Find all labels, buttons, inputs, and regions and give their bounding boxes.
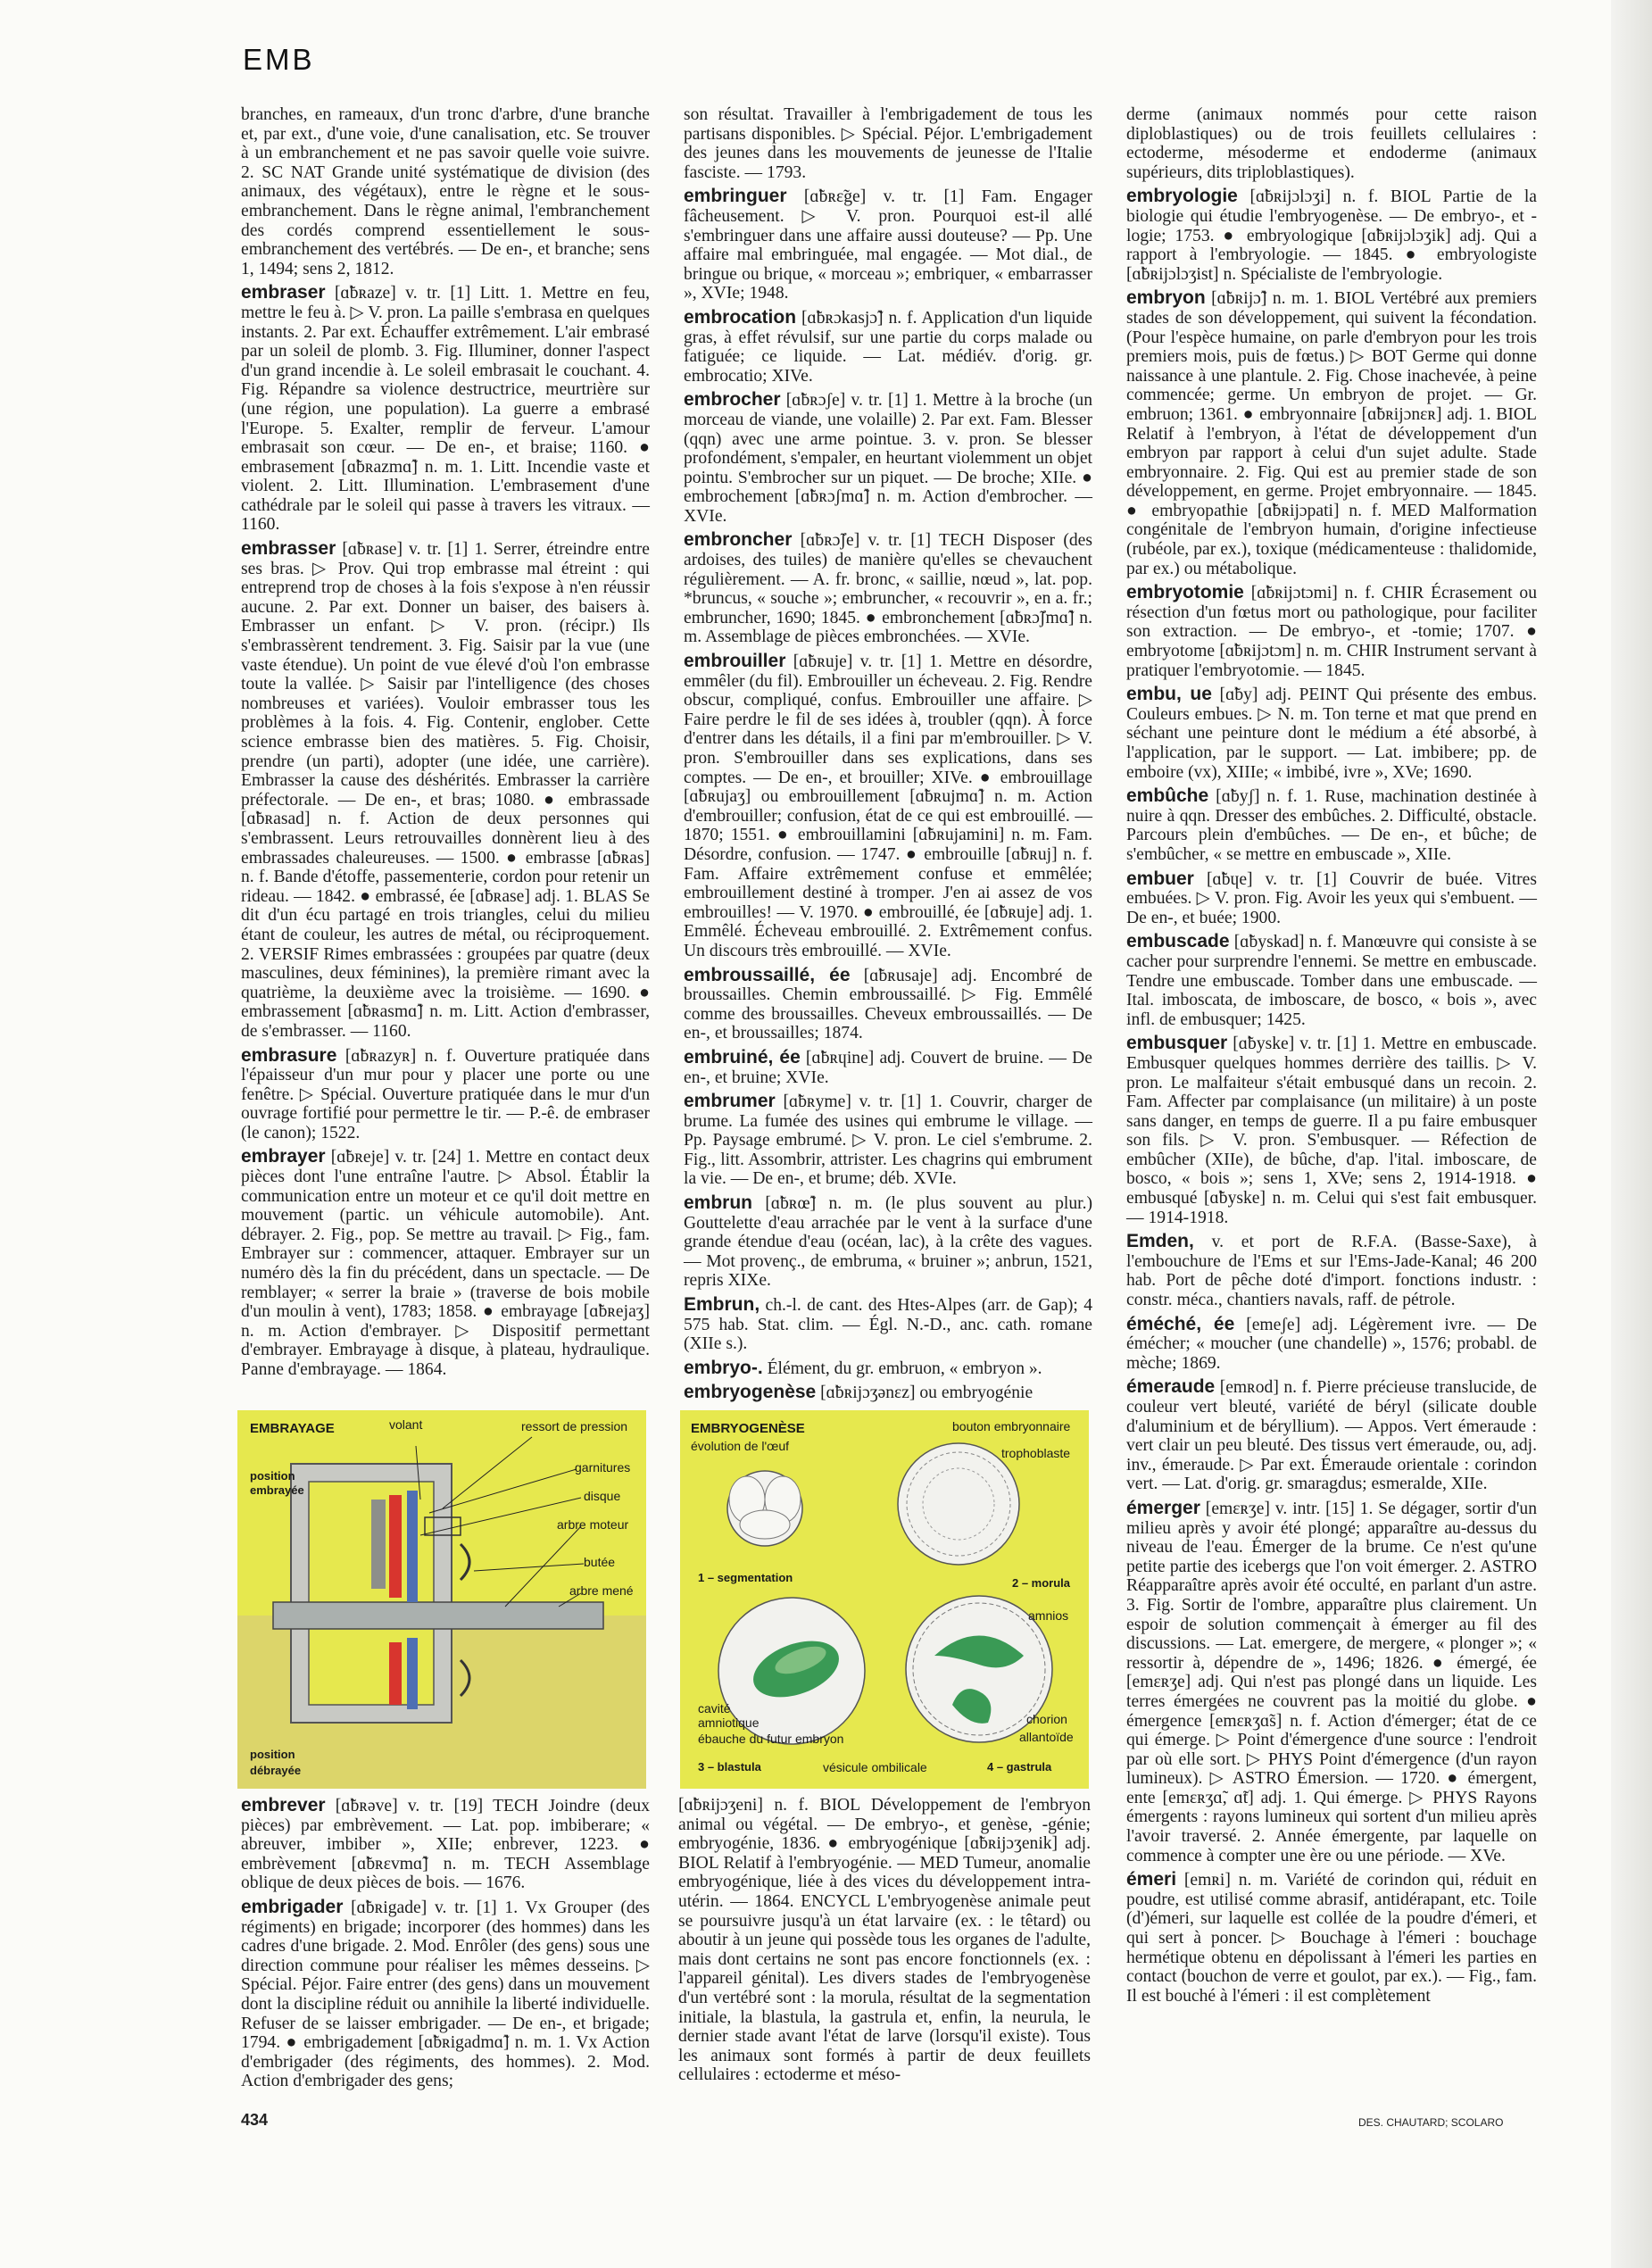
dictionary-entry	[241, 283, 650, 535]
entry-headword: embusquer	[1126, 1033, 1228, 1054]
label-position-embrayee-1: position	[250, 1469, 295, 1483]
label-allantoide: allantoïde	[1019, 1730, 1074, 1744]
label-arbre-mene: arbre mené	[569, 1583, 634, 1598]
dictionary-entry	[1126, 1377, 1537, 1494]
entry-definition: [ɑ̃bʀəve] v. tr. [19] TECH Joindre (deux pièces) par embrèvement. — Lat. pop. imbiberare; « abreuver, imbiber », XIIe; enbrever, 1223. ● embrèvement [ɑ̃bʀɛvmɑ̃] n. m. TECH Assemblage oblique de deux pièces de bois. — 1676.	[241, 1797, 650, 1893]
entry-headword: Emden,	[1126, 1231, 1194, 1252]
entry-headword: émeraude	[1126, 1376, 1216, 1398]
entry-definition: [ɑ̃bʀœ̃] n. m. (le plus souvent au plur.) Gouttelette d'eau arrachée par le vent à la surface d'une grande étendue d'eau (océan, lac), à la crête des vagues. — Mot provenç., de embruma, « bruiner »; anbrun, 1521, repris XIXe.	[684, 1194, 1092, 1291]
dictionary-entry	[241, 1046, 650, 1143]
entry-continuation	[678, 1796, 1091, 2085]
entry-continuation	[684, 105, 1092, 182]
dictionary-entry	[1126, 1315, 1537, 1374]
entry-headword: embuscade	[1126, 931, 1230, 952]
entry-definition: [ɑ̃bʀusaje] adj. Encombré de broussailles. Chemin embroussaillé. ▷ Fig. Emmêlé comme des broussailles. Cheveux embroussaillés. — De en-, et broussailles; 1874.	[684, 966, 1092, 1043]
entry-definition: [ɑ̃bʀijɔʒənɛz] ou embryogénie	[816, 1383, 1034, 1403]
entry-headword: embûche	[1126, 785, 1209, 807]
entry-headword: embringuer	[684, 186, 787, 207]
entry-definition: derme (animaux nommés pour cette raison diploblastiques) ou de trois feuillets cellulaires : ectoderme, mésoderme et endoderme (animaux supérieurs, dits triploblastiques).	[1126, 105, 1537, 182]
entry-headword: embrouiller	[684, 651, 786, 672]
entry-headword: embruiné, ée	[684, 1046, 801, 1068]
label-morula: 2 – morula	[1012, 1576, 1071, 1590]
label-bouton: bouton embryonnaire	[952, 1419, 1071, 1433]
entry-headword: embrumer	[684, 1091, 776, 1112]
label-disque: disque	[584, 1489, 621, 1503]
label-ebauche: ébauche du futur embryon	[698, 1732, 844, 1746]
entry-definition: [ɑ̃byskad] n. f. Manœuvre qui consiste à se cacher pour surprendre l'ennemi. Se mettre en embuscade. Tendre une embuscade. Tomber dans une embuscade. — Ital. imboscata, de imboscare, de bosco, « bois », avec infl. de embusquer; 1425.	[1126, 933, 1537, 1029]
entry-definition: [ɑ̃bʀeje] v. tr. [24] 1. Mettre en contact deux pièces dont l'une entraîne l'autre. ▷ Absol. Établir la communication entre un moteur et ce qu'il doit mettre en mouvement (partic. un véhicule automobile). Ant. débrayer. 2. Fig., pop. Se mettre au travail. ▷ Fig., fam. Embrayer sur : commencer, attaquer. Embrayer sur un numéro dès la fin du précédent, dans un spectacle. — De remblayer; « serrer la braie » (traverse de bois mobile d'un moulin à vent), 1783; 1858. ● embrayage [ɑ̃bʀejaʒ] n. m. Action d'embrayer. ▷ Dispositif permettant d'embrayer. Embrayage à disque, à plateau, hydraulique. Panne d'embrayage. — 1864.	[241, 1148, 650, 1379]
entry-definition: [ɑ̃bʀɛ̃ge] v. tr. [1] Fam. Engager fâcheusement. ▷ V. pron. Pourquoi est-il allé s'embringuer dans une affaire aussi douteuse? — Pp. Une affaire mal embringuée, mal engagée. — Mot dial., de bringue ou brique, « morceau »; embriquer, « embarrasser », XVIe; 1948.	[684, 187, 1092, 303]
entry-headword: émeri	[1126, 1869, 1177, 1890]
dictionary-entry	[1126, 1870, 1537, 2006]
entry-definition: [ɑ̃bʀijɔ̃] n. m. 1. BIOL Vertébré aux premiers stades de son développement, qui suivent la fécondation. (Pour l'espèce humaine, on parle d'embryon pour les trois premiers mois, puis de fœtus.) ▷ BOT Germe qui donne naissance à une plantule. 2. Fig. Chose inachevée, à peine commencée; germe. Un embryon de projet. — Gr. embruon; 1361. ● embryonnaire [ɑ̃bʀijɔnɛʀ] adj. 1. BIOL Relatif à l'embryon, à l'état de développement d'un embryon par rapport à celui d'un sujet adulte. Stade embryonnaire. 2. Fig. Qui est au premier stade de son développement, en germe. Projet embryonnaire. — 1845. ● embryopathie [ɑ̃bʀijɔpati] n. f. MED Malformation congénitale de l'embryon humain, d'origine infectieuse (rubéole, par ex.), toxique (médicamenteuse : thalidomide, par ex.) ou métabolique.	[1126, 289, 1537, 578]
page-edge	[1611, 0, 1652, 2268]
morula-egg	[898, 1443, 1019, 1565]
entry-definition: [ɑ̃bʀigade] v. tr. [1] 1. Vx Grouper (des régiments) en brigade; incorporer (des hommes) dans les cadres d'une brigade. 2. Mod. Enrôler (des gens) sous une direction commune pour réaliser les mêmes desseins. ▷ Spécial. Péjor. Faire entrer (des gens) dans un mouvement dont la discipline réduit ou annihile la liberté individuelle. Refuser de se laisser embrigader. — De en-, et brigade; 1794. ● embrigadement [ɑ̃bʀigadmɑ̃] n. m. 1. Vx Action d'embrigader (des régiments, des hommes). 2. Mod. Action d'embrigader des gens;	[241, 1898, 650, 2091]
entry-definition: [ɑ̃bɥe] v. tr. [1] Couvrir de buée. Vitres embuées. ▷ V. pron. Fig. Avoir les yeux qui s'embuent. — De en-, et buée; 1900.	[1126, 869, 1537, 927]
entry-definition: [ɑ̃byʃ] n. f. 1. Ruse, machination destinée à nuire à qqn. Dresser des embûches. 2. Difficulté, obstacle. Parcours plein d'embûches. — De en-, et bûche; de s'embûcher, « se mettre en embuscade », XIIe.	[1126, 787, 1537, 864]
entry-definition: [ɑ̃bʀɔkasjɔ̃] n. f. Application d'un liquide gras, à effet révulsif, sur une partie du corps malade ou fatiguée; ce liquide. — Lat. médiév. d'orig. gr. embrocatio; XIVe.	[684, 308, 1092, 386]
dictionary-entry	[1126, 1499, 1537, 1865]
label-cavite-1: cavité	[698, 1701, 731, 1716]
label-cavite-2: amniotique	[698, 1716, 760, 1730]
dictionary-entry	[1126, 583, 1537, 680]
entry-headword: embu, ue	[1126, 684, 1212, 705]
entry-headword: embuer	[1126, 868, 1194, 889]
dictionary-entry	[241, 1898, 650, 2091]
entry-definition: [ɑ̃bʀɔ̃ʃe] v. tr. [1] TECH Disposer (des ardoises, des tuiles) de manière qu'elles se chevauchent régulièrement. — A. fr. bronc, « saillie, nœud », lat. pop. *bruncus, « souche »; embruncher, « recouvrir », en a. fr.; embruncher, 1690; 1845. ● embronchement [ɑ̃bʀɔ̃ʃmɑ̃] n. m. Assemblage de pièces embronchées. — XVIe.	[684, 531, 1092, 647]
label-trophoblaste: trophoblaste	[1001, 1446, 1071, 1460]
entry-definition: [emʀod] n. f. Pierre précieuse translucide, de couleur vert bleuté, variété de béryl (silicate double d'aluminium et de béryllium). — Appos. Vert émeraude : vert clair un peu bleuté. Des tissus vert émeraude, ou, adj. inv., émeraude. ▷ Par ext. Émeraude orientale : corindon vert. — Lat. d'orig. gr. smaragdus; esmeralde, XIIe.	[1126, 1378, 1537, 1494]
dictionary-entry	[1126, 869, 1537, 928]
label-chorion: chorion	[1026, 1712, 1067, 1726]
illustration-credit: DES. CHAUTARD; SCOLARO	[1358, 2116, 1504, 2129]
dictionary-entry	[684, 530, 1092, 647]
entry-headword: embrun	[684, 1192, 753, 1214]
entry-headword: embryotomie	[1126, 582, 1244, 603]
entry-definition: [ɑ̃bʀijɔtɔmi] n. f. CHIR Écrasement ou résection d'un fœtus mort ou pathologique, pour faciliter son extraction. — De embryo-, et -tomie; 1707. ● embryotome [ɑ̃bʀijɔtɔm] n. m. CHIR Instrument servant à pratiquer l'embryotomie. — 1845.	[1126, 584, 1537, 680]
label-amnios: amnios	[1028, 1608, 1069, 1623]
entry-definition: [ɑ̃bʀyme] v. tr. [1] 1. Couvrir, charger de brume. La fumée des usines qui embrume le village. — Pp. Paysage embrumé. ▷ V. pron. Le ciel s'embrume. 2. Fig., litt. Assombrir, attrister. Les chagrins qui embrument la vie. — De en-, et brume; déb. XVIe.	[684, 1092, 1092, 1189]
entry-definition: [ɑ̃bʀazyʀ] n. f. Ouverture pratiquée dans l'épaisseur d'un mur pour y placer une porte ou une fenêtre. ▷ Spécial. Ouverture pratiquée dans le mur d'un ouvrage fortifié pour permettre le tir. — P.-ê. de embraser (le canon); 1522.	[241, 1046, 650, 1142]
entry-definition: son résultat. Travailler à l'embrigadement de tous les partisans disponibles. ▷ Spécial. Péjor. L'embrigadement des jeunes dans les mouvements de jeunesse de l'Italie fasciste. — 1793.	[684, 105, 1092, 182]
embryogenesis-illustration	[680, 1410, 1089, 1789]
entry-headword: embrasser	[241, 538, 336, 560]
label-position-embrayee-2: embrayée	[250, 1483, 304, 1497]
dictionary-entry	[684, 1048, 1092, 1087]
label-ressort: ressort de pression	[521, 1419, 628, 1433]
entry-headword: embrasure	[241, 1044, 337, 1066]
entry-definition: [ɑ̃bʀaze] v. tr. [1] Litt. 1. Mettre en feu, mettre le feu à. ▷ V. pron. La paille s'embrasa en quelques instants. 2. Par ext. Échauffer extrêmement. L'air embrasé par un soleil de plomb. 3. Fig. Illuminer, donner l'aspect d'un grand incendie à. Le soleil embrasait le couchant. 4. Fig. Répandre sa violence destructrice, meurtrière sur (une région, une population). La guerre a embrasé l'Europe. 5. Exalter, remplir de ferveur. L'amour embrasait son cœur. — De en-, et braise; 1160. ● embrasement [ɑ̃bʀazmɑ̃] n. m. 1. Litt. Incendie vaste et violent. 2. Litt. Illumination. L'embrasement d'une cathédrale par le soleil qui passe à travers les vitraux. — 1160.	[241, 284, 650, 535]
embryo-subtitle: évolution de l'œuf	[691, 1439, 790, 1453]
dictionary-entry	[1126, 932, 1537, 1029]
label-gastrula: 4 – gastrula	[987, 1760, 1052, 1774]
entry-continuation	[1126, 105, 1537, 182]
dictionary-entry	[1126, 786, 1537, 864]
entry-definition: [ɑ̃by] adj. PEINT Qui présente des embus. Couleurs embues. ▷ N. m. Ton terne et mat que prend en séchant une peinture dont le médium a été absorbé, à l'application, par le support. — Lat. imbibere; pp. de emboire (vx), XIIIe; « imbibé, ivre », XVe; 1690.	[1126, 685, 1538, 782]
entry-headword: embroncher	[684, 529, 793, 551]
dictionary-entry	[684, 390, 1092, 526]
dictionary-entry	[684, 1092, 1092, 1189]
entry-headword: embrocher	[684, 389, 781, 411]
entry-definition: [ɑ̃byske] v. tr. [1] 1. Mettre en embuscade. Embusquer quelques hommes derrière des taillis. ▷ V. pron. Le malfaiteur s'était embusqué dans un recoin. 2. Fam. Affecter par complaisance (un militaire) à un poste sans danger, en temps de guerre. Il a pu faire embusquer son fils. ▷ V. pron. S'embusquer. — Réfection de embûcher (XIIe), de bûche, d'ap. l'ital. imboscare, de bosco, « bois »; sens 1, XVe; sens 2, 1914-1918. ● embusqué [ɑ̃byske] n. m. Celui qui s'est fait embusquer. — 1914-1918.	[1126, 1034, 1537, 1227]
entry-definition: branches, en rameaux, d'un tronc d'arbre, d'une branche et, par ext., d'une voie, d'une canalisation, etc. Se trouver à un embranchement et ne pas savoir quelle voie suivre. 2. SC NAT Grande unité systématique de division (des animaux, des végétaux), entre le règne et le sous-embranchement. Dans le règne animal, l'embranchement des cordés comprend essentiellement le sous-embranchement des vertébrés. — De en-, et branche; sens 1, 1494; sens 2, 1812.	[241, 105, 650, 278]
entry-headword: embraser	[241, 282, 326, 303]
dictionary-entry	[684, 1358, 1092, 1379]
dictionary-entry	[684, 652, 1092, 961]
entry-continuation	[241, 105, 650, 278]
entry-headword: embryogenèse	[684, 1382, 817, 1403]
entry-definition: [emeʃe] adj. Légèrement ivre. — De émécher; « moucher (une chandelle) », 1576; probabl. de mèche; 1869.	[1126, 1315, 1537, 1373]
label-position-debrayee-1: position	[250, 1748, 295, 1761]
entry-headword: embryologie	[1126, 186, 1238, 207]
dictionary-entry	[241, 1147, 650, 1379]
dictionary-entry	[241, 539, 650, 1041]
page-number: 434	[241, 2111, 269, 2129]
entry-headword: embryo-.	[684, 1357, 763, 1378]
label-segmentation: 1 – segmentation	[698, 1571, 793, 1584]
label-garnitures: garnitures	[575, 1460, 631, 1475]
entry-definition: [ɑ̃bʀɥine] adj. Couvert de bruine. — De en-, et bruine; XVIe.	[684, 1048, 1092, 1087]
entry-definition: [ɑ̃bʀase] v. tr. [1] 1. Serrer, étreindre entre ses bras. ▷ Prov. Qui trop embrasse mal étreint : qui entreprend trop de choses à la fois s'expose à n'en réussir aucune. 2. Par ext. Donner un baiser, des baisers à. Embrasser un enfant. ▷ V. pron. (récipr.) Ils s'embrassèrent tendrement. 3. Fig. Saisir par la vue (une vaste étendue). Un point de vue élevé d'où l'on embrasse toute la vallée. ▷ Saisir par l'intelligence (des choses nombreuses et variées). Vouloir embrasser tous les problèmes à la fois. 4. Fig. Contenir, englober. Cette science embrasse bien des matières. 5. Fig. Choisir, prendre (un parti), adopter (une idée, une carrière). Embrasser la cause des déshérités. Embrasser la carrière préfectorale. — De en-, et bras; 1080. ● embrassade [ɑ̃bʀasad] n. f. Action de deux personnes qui s'embrassent. Leurs retrouvailles donnèrent lieu à des embrassades chaleureuses. — 1500. ● embrasse [ɑ̃bʀas] n. f. Bande d'étoffe, passementerie, cordon pour retenir un rideau. — 1842. ● embrassé, ée [ɑ̃bʀase] adj. 1. BLAS Se dit d'un écu partagé en trois triangles, celui du milieu étant de couleur, les autres de métal, ou réciproquement. 2. VERSIF Rimes embrassées : groupées par quatre (deux masculines, deux féminines), la première rimant avec la quatrième, la deuxième avec la troisième. — 1690. ● embrassement [ɑ̃bʀasmɑ̃] n. m. Litt. Action d'embrasser, de s'embrasser. — 1160.	[241, 540, 650, 1041]
label-volant: volant	[389, 1417, 423, 1432]
dictionary-entry	[241, 1796, 650, 1893]
dictionary-entry	[684, 966, 1092, 1043]
dictionary-entry	[1126, 685, 1537, 782]
entry-headword: émerger	[1126, 1497, 1200, 1518]
label-butee: butée	[584, 1555, 616, 1569]
dictionary-entry	[1126, 288, 1537, 578]
entry-headword: embrayer	[241, 1146, 326, 1167]
dictionary-entry	[684, 187, 1092, 303]
entry-headword: embrever	[241, 1795, 326, 1815]
label-arbre-moteur: arbre moteur	[557, 1517, 629, 1532]
entry-definition: [ɑ̃bʀijɔʒeni] n. f. BIOL Développement de l'embryon animal ou végétal. — De embryo-, et genèse, -génie; embryogénie, 1836. ● embryogénique [ɑ̃bʀijɔʒenik] adj. BIOL Relatif à l'embryogénie. — MED Tumeur, anomalie embryogénique, liée à des vices du développement intra-utérin. — 1864. ENCYCL L'embryogenèse animale peut se poursuivre jusqu'à un état larvaire (ex. : le têtard) ou aboutir à un jeune qui possède tous les organes de l'adulte, mais dont certains ne sont pas encore fonctionnels (ex. : l'appareil génital). Les divers stades de l'embryogenèse d'un vertébré sont : la morula, résultat de la segmentation initiale, la blastula, la gastrula et, enfin, la neurula, le dernier stade avant l'état de larve (lorsqu'il existe). Tous les animaux sont formés à partir de deux feuillets cellulaires : ectoderme et méso-	[678, 1796, 1091, 2085]
entry-headword: embrigader	[241, 1896, 344, 1917]
embryo-title: EMBRYOGENÈSE	[691, 1421, 805, 1436]
dictionary-entry	[1126, 1034, 1537, 1227]
entry-definition: [emɛʀʒe] v. intr. [15] 1. Se dégager, sortir d'un milieu après y avoir été plongé; apparaître au-dessus du niveau de l'eau. Émerger de la brume. Ce n'est qu'une petite partie des icebergs que l'on voit émerger. 2. ASTRO Réapparaître après avoir été occulté, en parlant d'un astre. 3. Fig. Sortir de l'ombre, apparaître plus clairement. Un espoir de solution commençait à émerger au fil des discussions. — Lat. emergere, de mergere, « plonger »; « ressortir à, dépendre de », 1496; 1826. ● émergé, ée [emɛʀʒe] adj. Qui n'est pas plongé dans un liquide. Les terres émergées ne couvrent pas la moitié du globe. ● émergence [emɛʀʒɑ̃s] n. f. Action d'émerger; état de ce qui émerge. ▷ Point d'émergence d'une source : l'endroit par où elle sort. ▷ PHYS Point d'émergence (d'un rayon lumineux). ▷ ASTRO Émersion. — 1720. ● émergent, ente [emɛʀʒɑ̃, ɑ̃t] adj. 1. Qui émerge. ▷ PHYS Rayons émergents : rayons lumineux qui sortent d'un milieu après l'avoir traversé. 2. Année émergente, par laquelle on commence à compter une ère ou une période. — XVe.	[1126, 1499, 1537, 1865]
dictionary-entry	[684, 1295, 1092, 1354]
column-2-bottom	[678, 1796, 1091, 2099]
clutch-illustration	[237, 1410, 646, 1789]
entry-definition: [emʀi] n. m. Variété de corindon qui, réduit en poudre, est utilisé comme abrasif, antidérapant, etc. Toile (d')émeri, sur laquelle est collée de la poudre d'émeri, et qui sert à poncer. ▷ Bouchage à l'émeri : bouchage hermétique obtenu en dépolissant à l'émeri les parties en contact (bouchon de verre et goulot, par ex.). — Fig., fam. Il est bouché à l'émeri : il est complètement	[1126, 1871, 1537, 2006]
entry-definition: ch.-l. de cant. des Htes-Alpes (arr. de Gap); 4 575 hab. Stat. clim. — Égl. N.-D., anc. cath. romane (XIIe s.).	[684, 1296, 1092, 1354]
entry-headword: embrocation	[684, 306, 797, 328]
entry-headword: éméché, ée	[1126, 1313, 1235, 1334]
entry-headword: Embrun,	[684, 1294, 760, 1316]
dictionary-entry	[684, 1193, 1092, 1291]
label-position-debrayee-2: débrayée	[250, 1764, 302, 1777]
entry-definition: Élément, du gr. embruon, « embryon ».	[762, 1358, 1042, 1378]
label-blastula: 3 – blastula	[698, 1760, 761, 1774]
label-vesicule: vésicule ombilicale	[823, 1760, 927, 1774]
column-2	[684, 105, 1092, 1403]
clutch-title: EMBRAYAGE	[250, 1421, 335, 1436]
column-1-bottom	[241, 1796, 650, 2099]
segmentation-egg	[727, 1471, 802, 1546]
guide-word: EMB	[243, 43, 315, 76]
dictionary-entry	[684, 308, 1092, 386]
entry-headword: embroussaillé, ée	[684, 964, 851, 985]
entry-definition: v. et port de R.F.A. (Basse-Saxe), à l'embouchure de l'Ems et sur l'Ems-Jade-Kanal; 46 200 hab. Port de pêche doté d'import. fonctions industr. : constr. méca., chantiers navals, raff. de pétrole.	[1126, 1233, 1537, 1310]
dictionary-entry	[684, 1383, 1092, 1403]
dictionary-entry	[1126, 1232, 1537, 1309]
dictionary-entry	[1126, 187, 1537, 284]
entry-headword: embryon	[1126, 287, 1206, 309]
entry-definition: [ɑ̃bʀijɔlɔʒi] n. f. BIOL Partie de la biologie qui étudie l'embryogenèse. — De embryo-, et -logie; 1753. ● embryologique [ɑ̃bʀijɔlɔʒik] adj. Qui a rapport à l'embryologie. — 1845. ● embryologiste [ɑ̃bʀijɔlɔʒist] n. Spécialiste de l'embryologie.	[1126, 187, 1537, 284]
entry-definition: [ɑ̃bʀuje] v. tr. [1] 1. Mettre en désordre, emmêler (du fil). Embrouiller un écheveau. 2. Fig. Rendre obscur, compliqué, confus. Embrouiller une affaire. ▷ Faire perdre le fil de ses idées à, troubler (qqn). À force d'entrer dans les détails, il a fini par m'embrouiller. ▷ V. pron. S'embrouiller dans ses explications, dans ses comptes. — De en-, et brouiller; XIVe. ● embrouillage [ɑ̃bʀujaʒ] ou embrouillement [ɑ̃bʀujmɑ̃] n. m. Action d'embrouiller; confusion, état de ce qui est embrouillé. — 1870; 1551. ● embrouillamini [ɑ̃bʀujamini] n. m. Fam. Désordre, confusion. — 1747. ● embrouille [ɑ̃bʀuj] n. f. Fam. Affaire extrêmement confuse et emmêlée; embrouillement destiné à tromper. J'en ai assez de vos embrouilles! — V. 1970. ● embrouillé, ée [ɑ̃bʀuje] adj. 1. Emmêlé. Écheveau embrouillé. 2. Extrêmement confus. Un discours très embrouillé. — XVIe.	[684, 652, 1092, 960]
entry-definition: [ɑ̃bʀɔʃe] v. tr. [1] 1. Mettre à la broche (un morceau de viande, une volaille) 2. Par ext. Fam. Blesser (qqn) avec une arme pointue. 3. v. pron. Se blesser profondément, s'empaler, en heurtant violemment un objet pointu. S'embrocher sur un piquet. — De broche; XIIe. ● embrochement [ɑ̃bʀɔʃmɑ̃] n. m. Action d'embrocher. — XVIe.	[684, 391, 1092, 526]
column-3	[1126, 105, 1537, 2176]
